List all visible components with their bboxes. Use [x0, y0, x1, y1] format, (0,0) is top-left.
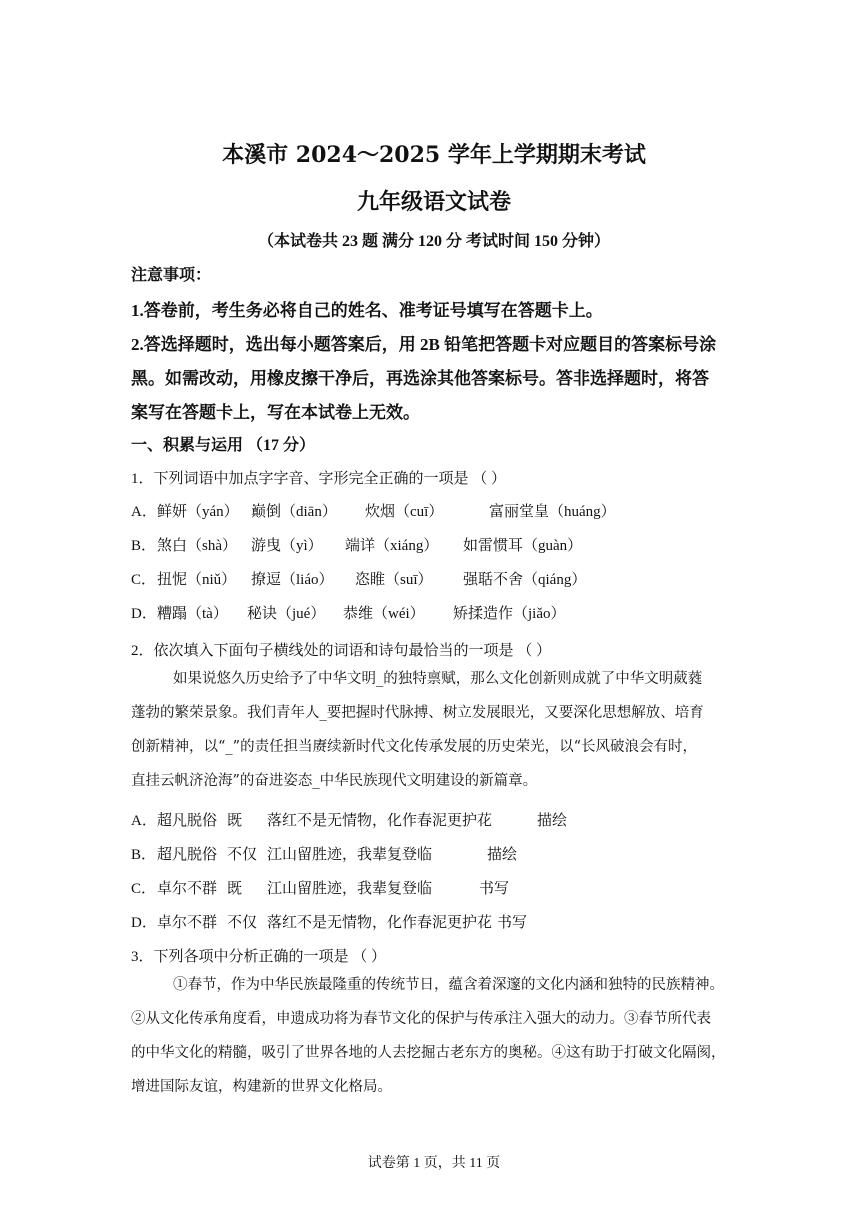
- option-label: A．: [131, 813, 157, 829]
- option-label: C．: [131, 572, 157, 588]
- option-label: D．: [131, 606, 157, 622]
- option-conj: 既: [227, 881, 243, 897]
- passage-line: 的中华文化的精髓，吸引了世界各地的人去挖掘古老东方的奥秘。④这有助于打破文化隔阂，: [131, 1045, 726, 1061]
- question-2-stem: 2．依次填入下面句子横线处的词语和诗句最恰当的一项是 （ ）: [131, 643, 552, 659]
- option-conj: 不仅: [227, 915, 258, 931]
- section-heading: 一、积累与运用 （17 分）: [131, 437, 316, 454]
- word: 如雷惯耳（guàn）: [463, 538, 583, 554]
- word: 撩逗（liáo）: [251, 572, 334, 588]
- passage-line: 如果说悠久历史给予了中华文明_的独特禀赋，那么文化创新则成就了中华文明葳蕤: [173, 671, 703, 687]
- word: 鲜妍（yán）: [157, 504, 239, 520]
- option-word: 卓尔不群: [157, 881, 218, 897]
- word: 糟蹋（tà）: [157, 606, 228, 622]
- option-conj: 不仅: [227, 847, 258, 863]
- notice-item-2-line-1: 2.答选择题时，选出每小题答案后，用 2B 铅笔把答题卡对应题目的答案标号涂: [131, 335, 717, 354]
- option-verse: 落红不是无情物，化作春泥更护花: [267, 915, 493, 931]
- question-1-stem: 1．下列词语中加点字字音、字形完全正确的一项是 （ ）: [131, 471, 507, 487]
- question-2-option-a[interactable]: [131, 809, 567, 830]
- option-label: D．: [131, 915, 157, 931]
- option-verb: 书写: [497, 915, 528, 931]
- passage-line: ②从文化传承角度看，申遗成功将为春节文化的保护与传承注入强大的动力。③春节所代表: [131, 1011, 711, 1027]
- passage-line: 蓬勃的繁荣景象。我们青年人_要把握时代脉搏、树立发展眼光，又要深化思想解放、培育: [131, 705, 704, 721]
- option-label: C．: [131, 881, 157, 897]
- passage-line: 增进国际友谊，构建新的世界文化格局。: [131, 1079, 392, 1095]
- question-2-option-b[interactable]: [131, 843, 517, 864]
- option-word: 超凡脱俗: [157, 847, 218, 863]
- option-word: 卓尔不群: [157, 915, 218, 931]
- question-1-option-c[interactable]: [131, 568, 586, 589]
- word: 秘诀（jué）: [247, 606, 326, 622]
- passage-line: 创新精神，以“_”的责任担当赓续新时代文化传承发展的历史荣光，以“长风破浪会有时，: [131, 739, 697, 755]
- word: 游曳（yì）: [251, 538, 323, 554]
- option-verb: 描绘: [487, 847, 518, 863]
- question-1-option-d[interactable]: [131, 602, 566, 623]
- word: 炊烟（cuī）: [365, 504, 444, 520]
- option-verse: 落红不是无情物，化作春泥更护花: [267, 813, 493, 829]
- question-3-stem: 3．下列各项中分析正确的一项是 （ ）: [131, 949, 387, 965]
- notice-item-1: 1.答卷前，考生务必将自己的姓名、准考证号填写在答题卡上。: [131, 301, 603, 320]
- word: 矫揉造作（jiǎo）: [453, 606, 566, 622]
- passage-line: ①春节，作为中华民族最隆重的传统节日，蕴含着深邃的文化内涵和独特的民族精神。: [173, 977, 724, 993]
- word: 巅倒（diān）: [251, 504, 337, 520]
- question-2-passage: [131, 662, 704, 798]
- question-2-option-c[interactable]: [131, 877, 509, 898]
- notice-heading: 注意事项：: [131, 267, 212, 284]
- word: 煞白（shà）: [157, 538, 237, 554]
- exam-meta: （本试卷共 23 题 满分 120 分 考试时间 150 分钟）: [257, 233, 610, 250]
- option-verse: 江山留胜迹，我辈复登临: [267, 847, 433, 863]
- option-conj: 既: [227, 813, 243, 829]
- question-1-option-a[interactable]: [131, 500, 616, 521]
- word: 恭维（wéi）: [343, 606, 425, 622]
- exam-title: 本溪市 2024～2025 学年上学期期末考试: [222, 142, 646, 168]
- option-label: B．: [131, 847, 157, 863]
- option-verse: 江山留胜迹，我辈复登临: [267, 881, 433, 897]
- word: 强聒不舍（qiáng）: [463, 572, 587, 588]
- option-label: B．: [131, 538, 157, 554]
- page-footer: 试卷第 1 页，共 11 页: [367, 1156, 501, 1171]
- notice-item-2-line-3: 案写在答题卡上，写在本试卷上无效。: [131, 403, 420, 422]
- word: 扭怩（niǔ）: [157, 572, 237, 588]
- word: 富丽堂皇（huáng）: [489, 504, 616, 520]
- question-3-passage: [131, 968, 726, 1104]
- passage-line: 直挂云帆济沧海”的奋进姿态_中华民族现代文明建设的新篇章。: [131, 773, 538, 789]
- option-word: 超凡脱俗: [157, 813, 218, 829]
- question-1-option-b[interactable]: [131, 534, 582, 555]
- notice-item-2-line-2: 黑。如需改动，用橡皮擦干净后，再选涂其他答案标号。答非选择题时，将答: [131, 369, 709, 388]
- option-verb: 描绘: [537, 813, 568, 829]
- word: 恣睢（suī）: [355, 572, 433, 588]
- exam-subtitle: 九年级语文试卷: [356, 189, 511, 215]
- word: 端详（xiáng）: [345, 538, 439, 554]
- option-verb: 书写: [479, 881, 510, 897]
- question-2-option-d[interactable]: [131, 911, 527, 932]
- option-label: A．: [131, 504, 157, 520]
